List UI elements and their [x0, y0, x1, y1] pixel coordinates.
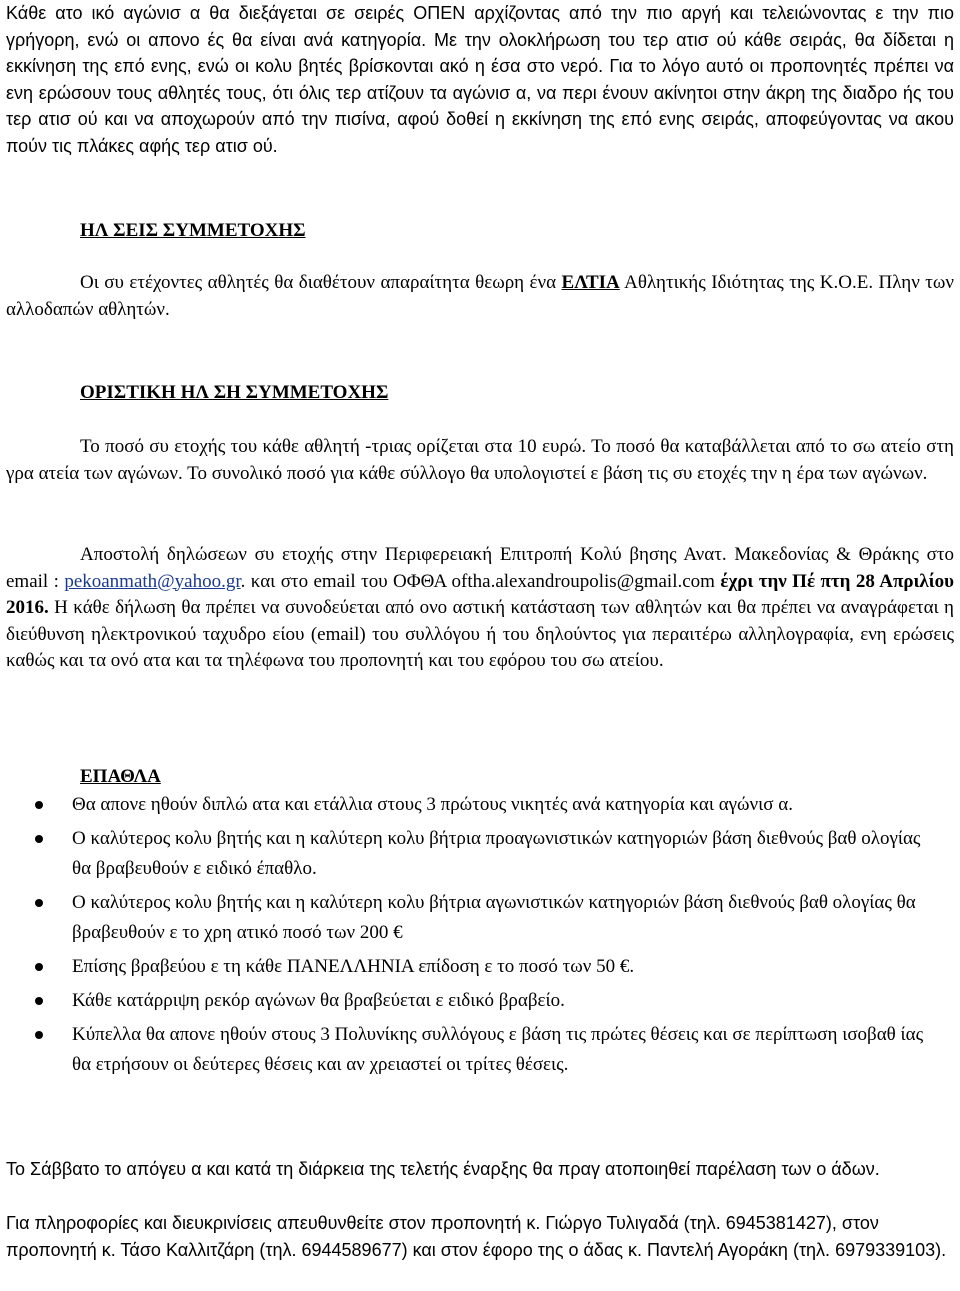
- bullet-icon: [35, 1031, 43, 1039]
- participation-text-after: Αθλητικής Ιδιότητας της Κ.Ο.Ε. Πλην των αλλοδαπών αθλητών.: [6, 272, 954, 320]
- list-item: [0, 986, 960, 1016]
- prize-text: Ο καλύτερος κολυ βητής και η καλύτερη κολυ βήτρια προαγωνιστικών κατηγοριών βάση διεθνούς βαθ ολογίας θα βραβευθούν ε ειδικό έπαθλο.: [72, 828, 921, 879]
- submission-paragraph: [6, 542, 954, 675]
- bullet-icon: [35, 963, 43, 971]
- intro-paragraph: Κάθε ατο ικό αγώνισ α θα διεξάγεται σε σειρές ΟΠΕΝ αρχίζοντας από την πιο αργή και τελειώνοντας ε την πιο γρήγορη, ενώ οι απονο ές θα είναι ανά κατηγορία. Με την ολοκλήρωση του τερ ατισ ού κάθε σειράς, θα δίδεται η εκκίνηση της επό ενης, ενώ οι κολυ βητές βρίσκονται ακό η έσα στο νερό. Για το λόγο αυτό οι προπονητές πρέπει να ενη ερώσουν τους αθλητές τους, ότι όλις τερ ατίζουν τα αγώνισ α, να περι ένουν ακίνητοι στην άκρη της διαδρο ής του τερ ατισ ού και να αποχωρούν από την πισίνα, αφού δοθεί η εκκίνηση της επό ενης σειράς, αποφεύγοντας να ακου πούν τις πλάκες αφής τερ ατισ ού.: [6, 3, 954, 156]
- prize-text: Επίσης βραβεύου ε τη κάθε ΠΑΝΕΛΛΗΝΙΑ επίδοση ε το ποσό των 50 €.: [72, 956, 635, 977]
- bullet-icon: [35, 835, 43, 843]
- list-item: [0, 1020, 960, 1080]
- list-item: [0, 952, 960, 982]
- submission-text-2: . και στο email του ΟΦΘΑ oftha.alexandroupolis@gmail.com: [240, 570, 721, 592]
- participation-heading: ΗΛ ΣΕΙΣ ΣΥΜΜΕΤΟΧΗΣ: [80, 220, 306, 241]
- final-participation-paragraph: Το ποσό συ ετοχής του κάθε αθλητή -τριας ορίζεται στα 10 ευρώ. Το ποσό θα καταβάλλεται από το σω ατείο στη γρα ατεία των αγώνων. Το συνολικό ποσό για κάθε σύλλογο θα υπολογιστεί ε βάση τις συ ετοχές την η έρα των αγώνων.: [6, 436, 954, 484]
- submission-text-1: Αποστολή δηλώσεων συ ετοχής στην Περιφερειακή Επιτροπή Κολύ βησης Ανατ. Μακεδονίας & Θράκης στο email :: [6, 544, 954, 592]
- bullet-icon: [35, 997, 43, 1005]
- contact-info-paragraph: Για πληροφορίες και διευκρινίσεις απευθυνθείτε στον προπονητή κ. Γιώργο Τυλιγαδά (τηλ. 6945381427), στον προπονητή κ. Τάσο Καλλιτζάρη (τηλ. 6944589677) και στον έφορο της ο άδας κ. Παντελή Αγοράκη (τηλ. 6979339103).: [6, 1213, 947, 1260]
- prize-text: Ο καλύτερος κολυ βητής και η καλύτερη κολυ βήτρια αγωνιστικών κατηγοριών βάση διεθνούς βαθ ολογίας θα βραβευθούν ε το χρη ατικό ποσό των 200 €: [72, 892, 916, 943]
- email-link[interactable]: pekoanmath@yahoo.gr: [64, 570, 241, 592]
- bullet-icon: [35, 899, 43, 907]
- participation-paragraph: [6, 270, 954, 323]
- participation-emphasis: ΕΛΤΙΑ: [561, 272, 620, 293]
- list-item: [0, 824, 960, 884]
- bullet-icon: [35, 801, 43, 809]
- list-item: [0, 790, 960, 820]
- prize-text: Θα απονε ηθούν διπλώ ατα και ετάλλια στους 3 πρώτους νικητές ανά κατηγορία και αγώνισ α.: [72, 794, 793, 815]
- prize-text: Κάθε κατάρριψη ρεκόρ αγώνων θα βραβεύεται ε ειδικό βραβείο.: [72, 990, 565, 1011]
- prizes-heading: ΕΠΑΘΛΑ: [80, 766, 161, 787]
- prizes-list: [0, 790, 960, 1084]
- prize-text: Κύπελλα θα απονε ηθούν στους 3 Πολυνίκης συλλόγους ε βάση τις πρώτες θέσεις και σε περίπτωση ισοβαθ ίας θα ετρήσουν οι δεύτερες θέσεις και αν χρειαστεί οι τρίτες θέσεις.: [72, 1024, 924, 1075]
- submission-deadline: έχρι την Πέ πτη 28 Απριλίου 2016.: [6, 570, 954, 618]
- list-item: [0, 888, 960, 948]
- participation-text-before: Οι συ ετέχοντες αθλητές θα διαθέτουν απαραίτητα θεωρη ένα: [80, 272, 562, 293]
- submission-text-3: Η κάθε δήλωση θα πρέπει να συνοδεύεται από ονο αστική κατάσταση των αθλητών και θα πρέπει να αναγράφεται η διεύθυνση ηλεκτρονικού ταχυδρο είου (email) του συλλόγου ή του δηλούντος για περαιτέρω αλληλογραφία, ενη ερώσεις καθώς και τα ονό ατα και τα τηλέφωνα του προπονητή και του εφόρου του σω ατείου.: [6, 597, 954, 671]
- parade-paragraph: Το Σάββατο το απόγευ α και κατά τη διάρκεια της τελετής έναρξης θα πραγ ατοποιηθεί παρέλαση των ο άδων.: [6, 1159, 880, 1179]
- final-participation-heading: ΟΡΙΣΤΙΚΗ ΗΛ ΣΗ ΣΥΜΜΕΤΟΧΗΣ: [80, 382, 389, 403]
